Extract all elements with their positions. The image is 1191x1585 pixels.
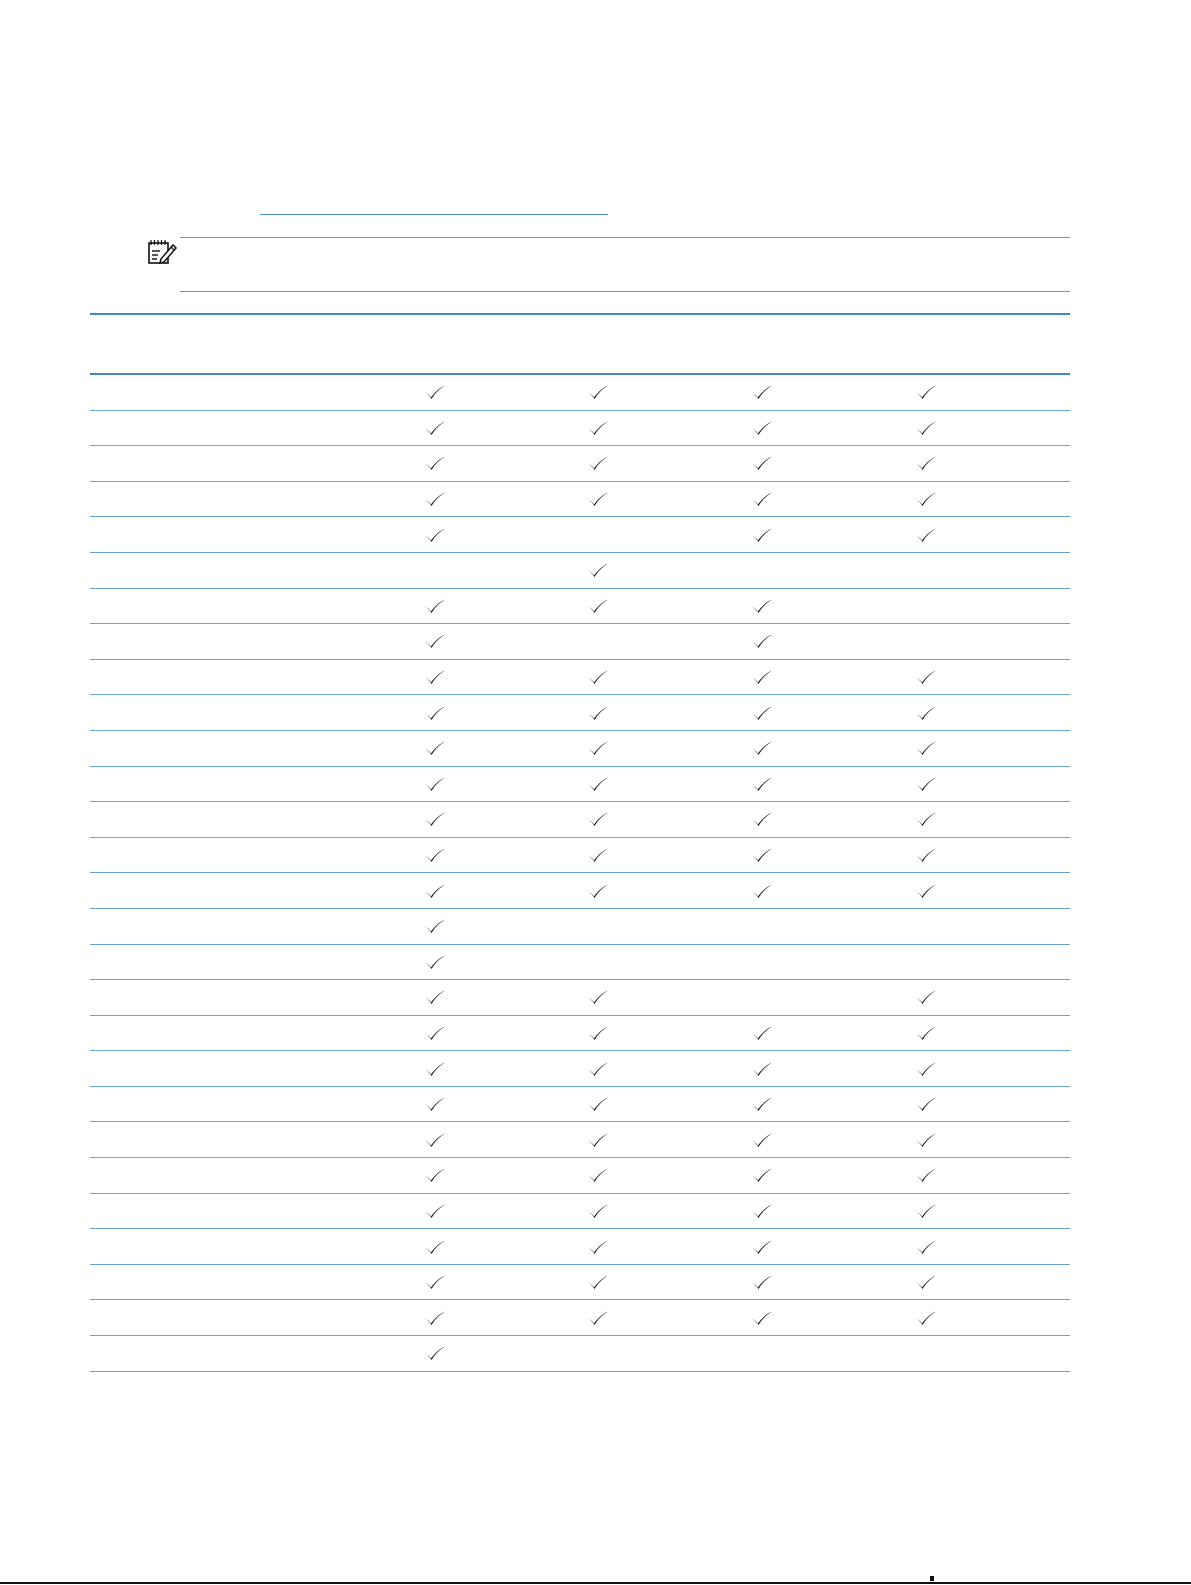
table-row — [90, 482, 1070, 518]
table-cell — [742, 1300, 782, 1335]
checkmark-icon — [587, 598, 609, 614]
table-cell — [415, 1158, 455, 1193]
checkmark-icon — [915, 1025, 937, 1041]
table-cell — [578, 1016, 618, 1051]
table-cell — [415, 624, 455, 659]
table-cell — [906, 731, 946, 766]
checkmark-icon — [587, 491, 609, 507]
table-cell — [742, 1016, 782, 1051]
table-row — [90, 731, 1070, 767]
checkmark-icon — [587, 1061, 609, 1077]
table-cell — [742, 375, 782, 410]
table-cell — [415, 802, 455, 837]
table-cell — [742, 517, 782, 552]
table-cell — [742, 482, 782, 517]
table-body — [90, 373, 1070, 1372]
checkmark-icon — [587, 455, 609, 471]
checkmark-icon — [424, 1096, 446, 1112]
checkmark-icon — [915, 1061, 937, 1077]
checkmark-icon — [751, 1167, 773, 1183]
table-cell — [906, 446, 946, 481]
table-cell — [578, 411, 618, 446]
table-row — [90, 1122, 1070, 1158]
table-row — [90, 660, 1070, 696]
table-cell — [578, 624, 618, 659]
table-cell — [742, 945, 782, 980]
checkmark-icon — [915, 669, 937, 685]
checkmark-icon — [751, 1132, 773, 1148]
checkmark-icon — [751, 776, 773, 792]
hyperlink-underline[interactable] — [260, 214, 608, 215]
table-cell — [415, 838, 455, 873]
checkmark-icon — [751, 669, 773, 685]
table-cell — [415, 1194, 455, 1229]
checkmark-icon — [424, 1345, 446, 1361]
checkmark-icon — [915, 740, 937, 756]
checkmark-icon — [915, 527, 937, 543]
checkmark-icon — [587, 1203, 609, 1219]
table-cell — [578, 482, 618, 517]
table-cell — [578, 446, 618, 481]
table-cell — [742, 1051, 782, 1086]
table-cell — [742, 802, 782, 837]
table-cell — [906, 1051, 946, 1086]
checkmark-icon — [424, 1310, 446, 1326]
table-cell — [578, 1158, 618, 1193]
table-cell — [742, 1229, 782, 1264]
table-cell — [578, 1265, 618, 1300]
table-cell — [906, 517, 946, 552]
checkmark-icon — [424, 776, 446, 792]
table-cell — [578, 767, 618, 802]
checkmark-icon — [751, 384, 773, 400]
checkmark-icon — [587, 811, 609, 827]
table-row — [90, 695, 1070, 731]
checkmark-icon — [751, 420, 773, 436]
table-cell — [906, 589, 946, 624]
table-cell — [742, 1122, 782, 1157]
table-cell — [906, 802, 946, 837]
table-cell — [742, 624, 782, 659]
table-cell — [742, 589, 782, 624]
checkmark-icon — [424, 420, 446, 436]
checkmark-icon — [751, 705, 773, 721]
table-row — [90, 1016, 1070, 1052]
table-cell — [742, 1336, 782, 1371]
checkmark-icon — [751, 1203, 773, 1219]
checkmark-icon — [915, 705, 937, 721]
checkmark-icon — [751, 883, 773, 899]
checkmark-icon — [424, 1239, 446, 1255]
checkmark-icon — [587, 1310, 609, 1326]
table-cell — [578, 375, 618, 410]
checkmark-icon — [587, 1096, 609, 1112]
table-row — [90, 873, 1070, 909]
checkmark-icon — [915, 455, 937, 471]
table-cell — [415, 945, 455, 980]
note-top-rule — [180, 237, 1070, 238]
table-cell — [578, 1229, 618, 1264]
table-cell — [906, 909, 946, 944]
checkmark-icon — [587, 384, 609, 400]
table-row — [90, 1229, 1070, 1265]
checkmark-icon — [424, 883, 446, 899]
checkmark-icon — [915, 989, 937, 1005]
table-cell — [578, 873, 618, 908]
table-cell — [415, 411, 455, 446]
checkmark-icon — [751, 633, 773, 649]
checkmark-icon — [424, 633, 446, 649]
table-cell — [578, 909, 618, 944]
table-cell — [415, 980, 455, 1015]
table-cell — [415, 873, 455, 908]
table-cell — [578, 945, 618, 980]
checkmark-icon — [424, 954, 446, 970]
table-cell — [578, 589, 618, 624]
table-row — [90, 980, 1070, 1016]
table-cell — [906, 1158, 946, 1193]
table-cell — [415, 1122, 455, 1157]
table-row — [90, 802, 1070, 838]
table-cell — [578, 1300, 618, 1335]
checkmark-icon — [751, 491, 773, 507]
checkmark-icon — [424, 1132, 446, 1148]
checkmark-icon — [751, 1061, 773, 1077]
table-cell — [415, 482, 455, 517]
note-bottom-rule — [180, 291, 1070, 292]
table-cell — [742, 411, 782, 446]
page-footer-rule — [0, 1582, 1191, 1584]
checkmark-icon — [915, 1310, 937, 1326]
table-row — [90, 553, 1070, 589]
checkmark-icon — [424, 1203, 446, 1219]
table-cell — [742, 553, 782, 588]
table-row — [90, 1336, 1070, 1372]
table-cell — [415, 1229, 455, 1264]
checkmark-icon — [587, 420, 609, 436]
checkmark-icon — [915, 847, 937, 863]
table-cell — [906, 1229, 946, 1264]
checkmark-icon — [751, 527, 773, 543]
table-cell — [578, 802, 618, 837]
checkmark-icon — [424, 384, 446, 400]
table-cell — [906, 553, 946, 588]
table-row — [90, 767, 1070, 803]
table-cell — [742, 1194, 782, 1229]
table-cell — [906, 482, 946, 517]
table-cell — [578, 517, 618, 552]
table-row — [90, 1194, 1070, 1230]
checkmark-icon — [751, 740, 773, 756]
checkmark-icon — [424, 598, 446, 614]
checkmark-icon — [424, 811, 446, 827]
table-cell — [415, 1265, 455, 1300]
table-cell — [742, 838, 782, 873]
table-cell — [578, 838, 618, 873]
checkmark-icon — [915, 811, 937, 827]
checkmark-icon — [587, 669, 609, 685]
checkmark-icon — [915, 420, 937, 436]
table-row — [90, 1051, 1070, 1087]
table-cell — [906, 1122, 946, 1157]
table-row — [90, 446, 1070, 482]
table-cell — [415, 695, 455, 730]
table-cell — [906, 1016, 946, 1051]
table-cell — [578, 1051, 618, 1086]
checkmark-icon — [424, 527, 446, 543]
checkmark-icon — [424, 989, 446, 1005]
table-cell — [906, 873, 946, 908]
checkmark-icon — [751, 1239, 773, 1255]
checkmark-icon — [424, 1025, 446, 1041]
table-cell — [415, 375, 455, 410]
table-cell — [906, 1087, 946, 1122]
checkmark-icon — [424, 847, 446, 863]
table-cell — [578, 1087, 618, 1122]
table-cell — [578, 1122, 618, 1157]
table-cell — [415, 1300, 455, 1335]
checkmark-icon — [424, 1061, 446, 1077]
table-row — [90, 909, 1070, 945]
table-cell — [742, 660, 782, 695]
table-row — [90, 411, 1070, 447]
checkmark-icon — [751, 1274, 773, 1290]
table-cell — [742, 909, 782, 944]
checkmark-icon — [751, 1096, 773, 1112]
table-row — [90, 589, 1070, 625]
checkmark-icon — [751, 811, 773, 827]
table-cell — [578, 660, 618, 695]
table-cell — [578, 1194, 618, 1229]
checkmark-icon — [751, 847, 773, 863]
table-cell — [415, 553, 455, 588]
table-row — [90, 1158, 1070, 1194]
checkmark-icon — [424, 455, 446, 471]
checkmark-icon — [424, 1274, 446, 1290]
table-header — [90, 315, 1070, 375]
checkmark-icon — [915, 1132, 937, 1148]
checkmark-icon — [424, 1167, 446, 1183]
table-row — [90, 517, 1070, 553]
table-cell — [742, 695, 782, 730]
checkmark-icon — [751, 598, 773, 614]
table-cell — [415, 446, 455, 481]
checkmark-icon — [587, 740, 609, 756]
table-row — [90, 1265, 1070, 1301]
checkmark-icon — [424, 918, 446, 934]
table-cell — [906, 767, 946, 802]
checkmark-icon — [587, 562, 609, 578]
table-cell — [578, 1336, 618, 1371]
table-cell — [742, 980, 782, 1015]
checkmark-icon — [915, 1203, 937, 1219]
checkmark-icon — [915, 384, 937, 400]
checkmark-icon — [587, 705, 609, 721]
table-cell — [415, 589, 455, 624]
table-row — [90, 945, 1070, 981]
checkmark-icon — [915, 1096, 937, 1112]
checkmark-icon — [587, 847, 609, 863]
checkmark-icon — [587, 1274, 609, 1290]
table-cell — [742, 873, 782, 908]
table-cell — [906, 411, 946, 446]
table-cell — [906, 1194, 946, 1229]
table-cell — [742, 446, 782, 481]
table-row — [90, 624, 1070, 660]
table-cell — [742, 1087, 782, 1122]
table-cell — [415, 1336, 455, 1371]
table-cell — [906, 1300, 946, 1335]
checkmark-icon — [424, 491, 446, 507]
table-cell — [415, 517, 455, 552]
checkmark-icon — [424, 669, 446, 685]
table-cell — [578, 695, 618, 730]
checkmark-icon — [915, 1167, 937, 1183]
checkmark-icon — [587, 1025, 609, 1041]
table-cell — [906, 838, 946, 873]
table-cell — [415, 1087, 455, 1122]
checkmark-icon — [915, 1274, 937, 1290]
checkmark-icon — [587, 1132, 609, 1148]
table-cell — [742, 1158, 782, 1193]
checkmark-icon — [915, 776, 937, 792]
checkmark-icon — [751, 455, 773, 471]
table-cell — [415, 909, 455, 944]
checkmark-icon — [915, 1239, 937, 1255]
table-cell — [742, 731, 782, 766]
table-cell — [578, 980, 618, 1015]
checkmark-icon — [424, 705, 446, 721]
table-cell — [906, 945, 946, 980]
table-cell — [415, 731, 455, 766]
table-row — [90, 375, 1070, 411]
table-row — [90, 1087, 1070, 1123]
footer-mark — [930, 1576, 934, 1581]
table-cell — [906, 660, 946, 695]
table-cell — [742, 1265, 782, 1300]
checkmark-icon — [751, 1310, 773, 1326]
note-pencil-icon — [147, 238, 177, 266]
table-cell — [906, 695, 946, 730]
table-cell — [415, 660, 455, 695]
table-row — [90, 1300, 1070, 1336]
table-cell — [906, 624, 946, 659]
checkmark-icon — [587, 883, 609, 899]
table-cell — [906, 980, 946, 1015]
checkmark-icon — [424, 740, 446, 756]
table-cell — [906, 375, 946, 410]
checkmark-icon — [915, 491, 937, 507]
checkmark-icon — [587, 776, 609, 792]
table-cell — [906, 1336, 946, 1371]
table-cell — [742, 767, 782, 802]
table-cell — [415, 1051, 455, 1086]
table-row — [90, 838, 1070, 874]
checkmark-icon — [587, 1167, 609, 1183]
checkmark-icon — [587, 1239, 609, 1255]
table-cell — [578, 553, 618, 588]
checkmark-icon — [915, 883, 937, 899]
checkmark-icon — [587, 989, 609, 1005]
checkmark-icon — [751, 1025, 773, 1041]
table-cell — [906, 1265, 946, 1300]
table-cell — [578, 731, 618, 766]
table-cell — [415, 767, 455, 802]
table-cell — [415, 1016, 455, 1051]
